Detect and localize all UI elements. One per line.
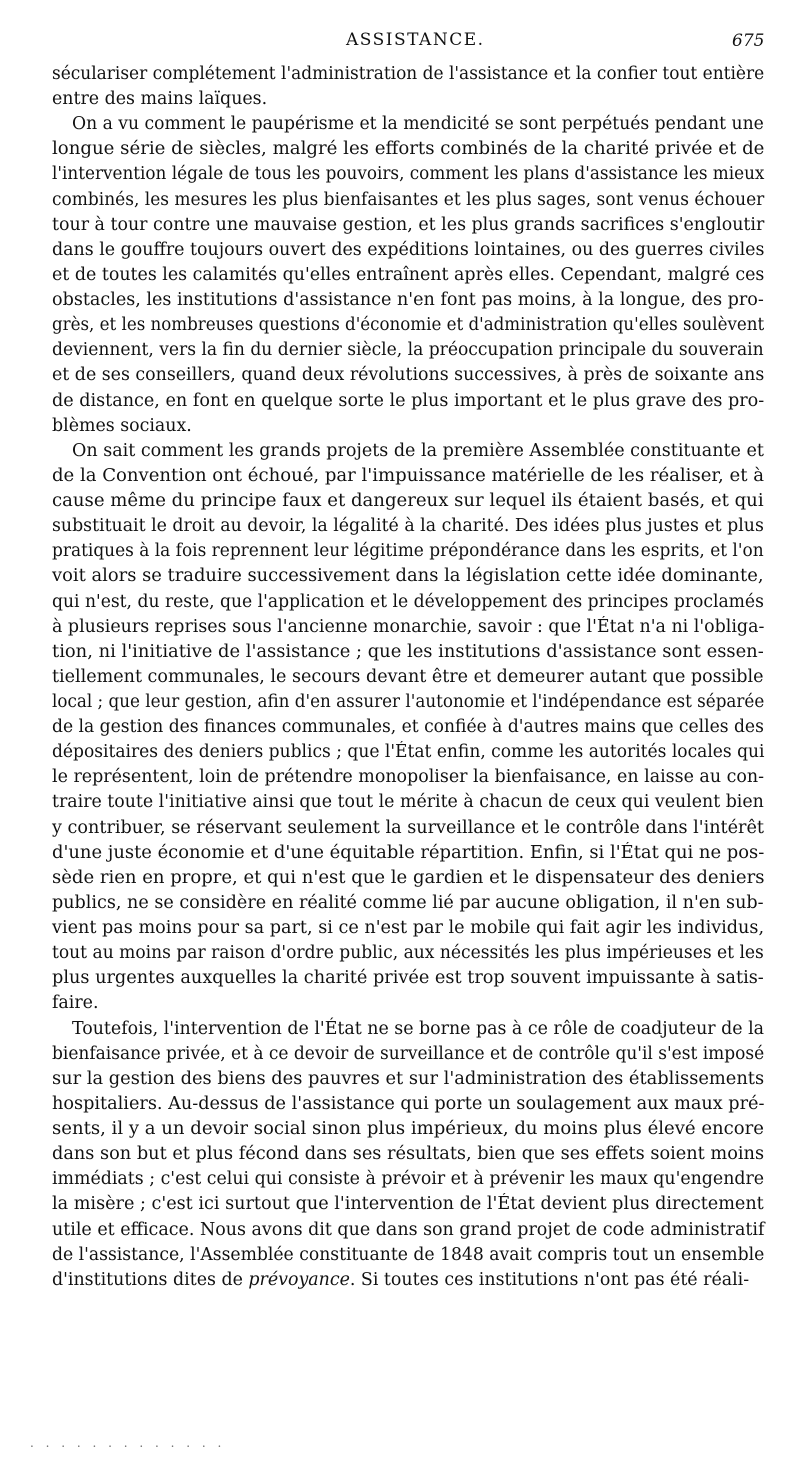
text-line: tiellement communales, le secours devant être et demeurer autant que possible — [52, 666, 764, 687]
text-line: et de ses conseillers, quand deux révolutions successives, à près de soixante ans — [52, 365, 765, 386]
text-line: vient pas moins pour sa part, si ce n'est par le mobile qui fait agir les individus, — [52, 918, 765, 939]
text-line: la misère ; c'est ici surtout que l'intervention de l'État devient plus directement — [52, 1194, 764, 1215]
text-line: tour à tour contre une mauvaise gestion, et les plus grands sacrifices s'engloutir — [52, 214, 765, 235]
text-line: combinés, les mesures les plus bienfaisantes et les plus sages, sont venus échouer — [52, 189, 765, 210]
text-line: de la Convention ont échoué, par l'impuissance matérielle de les réaliser, et à — [52, 465, 764, 486]
text-line: dans son but et plus fécond dans ses résultats, bien que ses effets soient moins — [52, 1144, 765, 1165]
text-line: deviennent, vers la fin du dernier siècle, la préoccupation principale du souverain — [52, 340, 764, 361]
text-line: séculariser complétement l'administration de l'assistance et la confier tout entière — [52, 64, 765, 84]
text-line: longue série de siècles, malgré les efforts combinés de la charité privée et de — [52, 139, 765, 160]
text-line: d'une juste économie et d'une équitable répartition. Enfin, si l'État qui ne pos- — [52, 842, 765, 863]
text-line: blèmes sociaux. — [52, 415, 192, 436]
text-line: entre des mains laïques. — [52, 89, 268, 110]
text-line: local ; que leur gestion, afin d'en assurer l'autonomie et l'indépendance est séparée — [52, 692, 765, 712]
text-line: et de toutes les calamités qu'elles entraînent après elles. Cependant, malgré ces — [52, 264, 765, 285]
text-line: bienfaisance privée, et à ce devoir de surveillance et de contrôle qu'il s'est imposé — [52, 1043, 765, 1064]
text-line: immédiats ; c'est celui qui consiste à prévoir et à prévenir les maux qu'engendre — [52, 1169, 765, 1190]
text-line: grès, et les nombreuses questions d'économie et d'administration qu'elles soulèvent — [52, 315, 765, 336]
text-line: tout au moins par raison d'ordre public, aux nécessités les plus impérieuses et les — [52, 943, 764, 964]
text-line: de distance, en font en quelque sorte le plus important et le plus grave des pro- — [52, 390, 765, 411]
text-line: dépositaires des deniers publics ; que l'État enfin, comme les autorités locales qui — [52, 742, 765, 763]
text-line: l'intervention légale de tous les pouvoirs, comment les plans d'assistance les mieux — [52, 164, 765, 185]
text-line: pratiques à la fois reprennent leur légitime prépondérance dans les esprits, et l'on — [52, 541, 764, 562]
running-head — [0, 30, 800, 54]
text-line: publics, ne se considère en réalité comme lié par aucune obligation, il n'en sub- — [52, 892, 764, 913]
text-line: sents, il y a un devoir social sinon plus impérieux, du moins plus élevé encore — [52, 1119, 764, 1140]
text-line: obstacles, les institutions d'assistance n'en font pas moins, à la longue, des pro- — [52, 290, 764, 311]
text-line: le représentent, loin de prétendre monopoliser la bienfaisance, en laisse au con- — [52, 767, 764, 788]
text-line-last — [52, 1268, 749, 1293]
text-line: y contribuer, se réservant seulement la surveillance et le contrôle dans l'intérêt — [52, 817, 764, 838]
text-line: qui n'est, du reste, que l'application et le développement des principes proclamés — [52, 591, 764, 612]
text-line: utile et efficace. Nous avons dit que dans son grand projet de code administratif — [52, 1219, 765, 1240]
text-line: sède rien en propre, et qui n'est que le gardien et le dispensateur des deniers — [52, 867, 765, 888]
text-line: à plusieurs reprises sous l'ancienne monarchie, savoir : que l'État n'a ni l'obliga- — [52, 616, 765, 637]
text-line: dans le gouffre toujours ouvert des expéditions lointaines, ou des guerres civiles — [52, 239, 765, 260]
footer-marks: . . . . . . . . . . . . . — [30, 1436, 226, 1450]
text-line: On a vu comment le paupérisme et la mendicité se sont perpétués pendant une — [72, 114, 764, 135]
text-line: On sait comment les grands projets de la première Assemblée constituante et — [72, 440, 764, 461]
text-line: traire toute l'initiative ainsi que tout le mérite à chacun de ceux qui veulent bien — [52, 792, 764, 813]
text-line: faire. — [52, 993, 99, 1014]
text-fragment: d'institutions dites de — [52, 1269, 249, 1290]
text-line: Toutefois, l'intervention de l'État ne se borne pas à ce rôle de coadjuteur de la — [72, 1018, 765, 1039]
text-line: sur la gestion des biens des pauvres et sur l'administration des établissements — [52, 1068, 765, 1089]
running-title: ASSISTANCE. — [346, 30, 485, 50]
emphasized-word: prévoyance — [248, 1269, 350, 1290]
text-fragment: . Si toutes ces institutions n'ont pas été réali- — [349, 1269, 750, 1290]
text-line: hospitaliers. Au-dessus de l'assistance qui porte un soulagement aux maux pré- — [52, 1093, 765, 1114]
text-line: de la gestion des finances communales, et confiée à d'autres mains que celles des — [52, 717, 764, 738]
text-line: plus urgentes auxquelles la charité privée est trop souvent impuissante à satis- — [52, 968, 764, 989]
text-line: de l'assistance, l'Assemblée constituante de 1848 avait compris tout un ensemble — [52, 1244, 765, 1265]
text-line: substituait le droit au devoir, la légalité à la charité. Des idées plus justes et plus — [52, 516, 764, 537]
text-line: cause même du principe faux et dangereux sur lequel ils étaient basés, et qui — [52, 491, 764, 512]
page-number: 675 — [732, 31, 765, 51]
text-line: tion, ni l'initiative de l'assistance ; que les institutions d'assistance sont essen- — [52, 641, 764, 662]
text-line: voit alors se traduire successivement dans la législation cette idée dominante, — [52, 566, 764, 587]
